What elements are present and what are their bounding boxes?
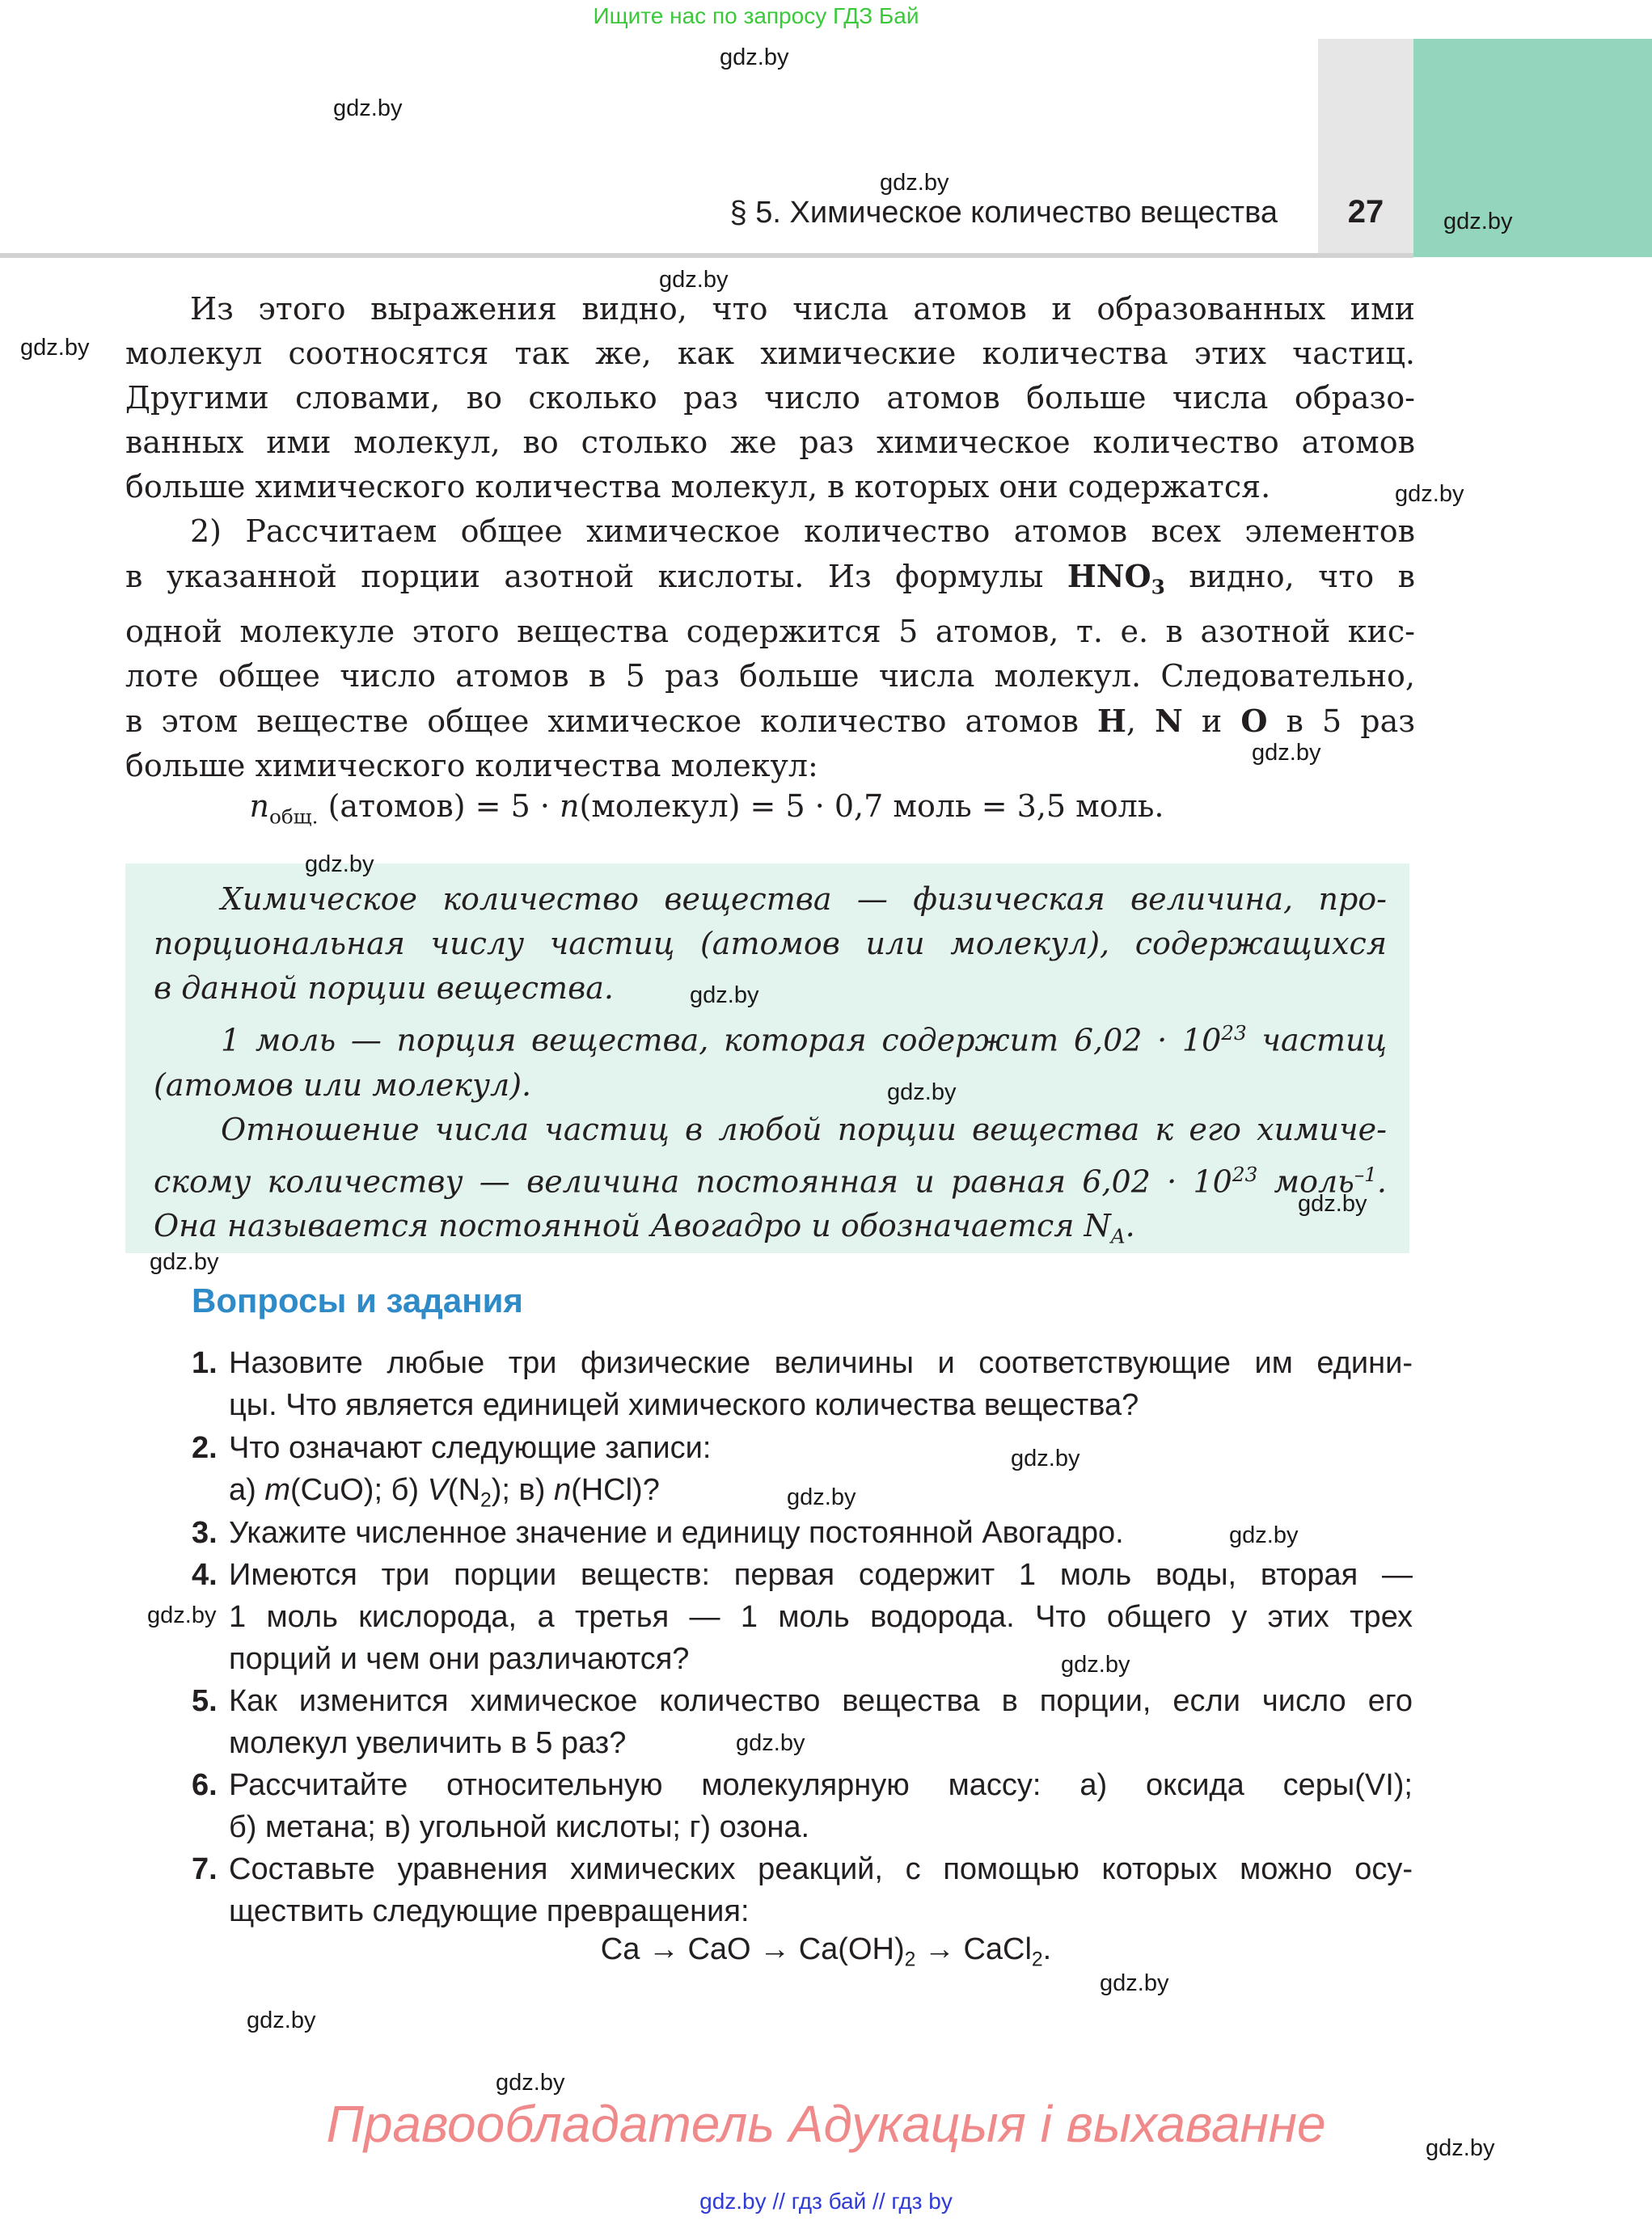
watermark: gdz.by (736, 1730, 805, 1756)
page-number: 27 (1347, 194, 1384, 230)
watermark: gdz.by (1061, 1652, 1130, 1678)
watermark: gdz.by (880, 170, 949, 196)
copyright-notice: Правообладатель Адукацыя і выхаванне (326, 2095, 1326, 2153)
text-line: одной молекуле этого вещества содержится 5 атомов, т. е. в азотной кис- (125, 613, 1415, 649)
text-line: 2) Рассчитаем общее химическое количество атомов всех элементов (190, 513, 1415, 549)
watermark: gdz.by (20, 335, 90, 361)
footer-links: gdz.by // гдз бай // гдз by (699, 2189, 953, 2214)
watermark: gdz.by (1011, 1446, 1080, 1471)
question-5: 5. Как изменится химическое количество вещества в порции, если число его молекул увеличить в 5 раз? (192, 1684, 1413, 1760)
formula-hno3: $HNO_3$ (1067, 558, 1165, 599)
text-line: ванных ими молекул, во столько же раз химическое количество атомов (125, 424, 1415, 460)
watermark: gdz.by (659, 267, 729, 293)
text-line: Другими словами, во сколько раз число атомов больше числа образо- (125, 380, 1415, 416)
questions-heading: Вопросы и задания (192, 1281, 523, 1319)
watermark: gdz.by (1252, 740, 1321, 766)
text-line: больше химического количества молекул: (125, 747, 818, 783)
text-line: порциональная числу частиц (атомов или молекул), содержащихся (154, 926, 1387, 961)
reaction-chain: Ca → CaO → $Ca(OH)_2$ → CaCl$_2$. (600, 1932, 1052, 1971)
text-line: молекул соотносятся так же, как химические количества этих частиц. (125, 336, 1415, 371)
question-2-items: а) m(CuO); б) $V(N_2)$; в) n(HCl)? (229, 1473, 660, 1512)
watermark: gdz.by (1100, 1970, 1169, 1996)
watermark: gdz.by (333, 95, 403, 121)
header-rule (0, 253, 1413, 258)
question-3: 3. Укажите численное значение и единицу постоянной Авогадро. (192, 1516, 1124, 1550)
text-line: Отношение числа частиц в любой порции вещества к его химиче- (221, 1111, 1387, 1147)
watermark: gdz.by (147, 1602, 217, 1628)
watermark: gdz.by (887, 1079, 957, 1105)
formula-total-atoms: $n_{общ.}$ (атомов) = 5 · n(молекул) = 5 · 0,7 моль = 3,5 моль. (249, 788, 1164, 829)
text-line: в указанной порции азотной кислоты. Из формулы $HNO_3$ видно, что в (125, 558, 1416, 599)
text-line: Она называется постоянной Авогадро и обозначается $N_A$. (154, 1208, 1135, 1248)
definition-text (154, 877, 1387, 1259)
text-line: лоте общее число атомов в 5 раз больше числа молекул. Следовательно, (125, 657, 1415, 694)
text-line: (атомов или молекул). (154, 1066, 532, 1103)
watermark: gdz.by (1298, 1191, 1367, 1217)
watermark: gdz.by (690, 982, 759, 1008)
watermark: gdz.by (1229, 1522, 1299, 1548)
text-line: больше химического количества молекул, в которых они содержатся. (125, 469, 1271, 505)
watermark: gdz.by (496, 2070, 565, 2096)
question-2: 2. Что означают следующие записи: а) m(CuO); б) $V(N_2)$; в) n(HCl)? (192, 1427, 1413, 1522)
watermark: gdz.by (787, 1484, 856, 1510)
text-line: Из этого выражения видно, что числа атомов и образованных ими (190, 291, 1415, 327)
section-title: § 5. Химическое количество вещества (729, 196, 1278, 230)
question-4: 4. Имеются три порции веществ: первая содержит 1 моль воды, вторая — 1 моль кислорода, а третья — 1 моль водорода. Что общего у этих трех порций и чем они различаются? (192, 1558, 1413, 1676)
watermark: gdz.by (1395, 481, 1464, 507)
paragraph-2 (125, 509, 1415, 788)
watermark: gdz.by (1443, 209, 1513, 234)
watermark: gdz.by (720, 44, 789, 70)
text-line: в этом веществе общее химическое количество атомов H, N и O в 5 раз (125, 702, 1415, 739)
text-line: Химическое количество вещества — физическая величина, про- (221, 881, 1387, 917)
top-search-note: Ищите нас по запросу ГДЗ Бай (593, 3, 919, 28)
paragraph-1 (125, 287, 1415, 509)
question-1: 1. Назовите любые три физические величины и соответствующие им едини- цы. Что является единицей химического количества вещества? (192, 1346, 1413, 1422)
text-line: в данной порции вещества. (154, 970, 614, 1006)
watermark: gdz.by (247, 2008, 316, 2033)
question-7: 7. Составьте уравнения химических реакций, с помощью которых можно осу- ществить следующие превращения: (192, 1852, 1413, 1928)
watermark: gdz.by (305, 851, 374, 877)
text-line: 1 моль — порция вещества, которая содержит $6,02 \cdot 10^{23}$ частиц (221, 1021, 1387, 1058)
watermark: gdz.by (1426, 2135, 1495, 2161)
watermark: gdz.by (150, 1249, 219, 1275)
question-6: 6. Рассчитайте относительную молекулярную массу: а) оксида серы(VI); б) метана; в) угольной кислоты; г) озона. (192, 1768, 1413, 1844)
text-line: скому количеству — величина постоянная и равная $6,02 \cdot 10^{23}$ моль$^{-1}$. (154, 1162, 1387, 1200)
